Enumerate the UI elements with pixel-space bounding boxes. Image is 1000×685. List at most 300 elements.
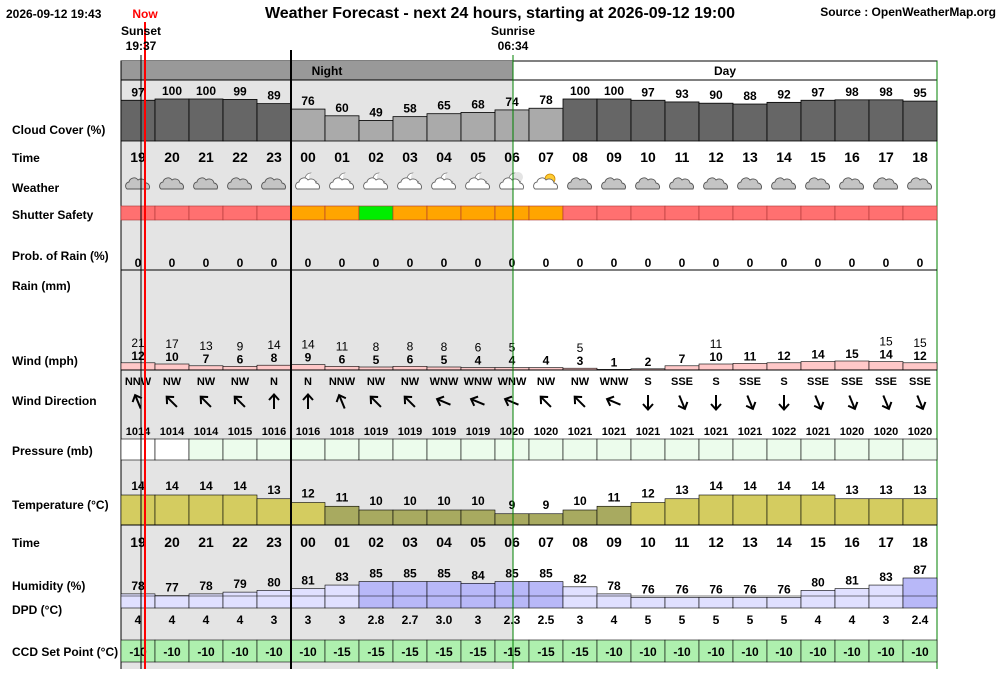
temperature-value: 12 xyxy=(301,486,315,501)
humidity-bar xyxy=(291,589,325,608)
wind-direction-label: NW xyxy=(162,376,182,388)
temperature-bar xyxy=(359,510,393,525)
prob-rain-value: 0 xyxy=(814,256,822,270)
pressure-cell xyxy=(461,439,495,460)
ccd-value: -15 xyxy=(401,645,419,659)
wind-direction-label: NW xyxy=(400,376,420,388)
shutter-safety-cell xyxy=(529,206,563,220)
prob-rain-value: 0 xyxy=(406,256,414,270)
humidity-bar xyxy=(563,587,597,608)
shutter-safety-cell xyxy=(733,206,767,220)
cloud-cover-value: 90 xyxy=(709,88,723,103)
ccd-value: -15 xyxy=(469,645,487,659)
pressure-cell xyxy=(291,439,325,460)
wind-bar xyxy=(155,364,189,370)
dpd-value: 4 xyxy=(814,613,822,627)
shutter-safety-cell xyxy=(665,206,699,220)
wind-direction-label: SSE xyxy=(670,376,694,388)
prob-rain-value: 0 xyxy=(134,256,142,270)
row-label-weather: Weather xyxy=(12,181,60,195)
humidity-value: 83 xyxy=(335,570,349,585)
pressure-value: 1016 xyxy=(261,426,287,438)
sunset-time: 19:37 xyxy=(125,39,157,53)
prob-rain-value: 0 xyxy=(576,256,584,270)
cloud-bar xyxy=(461,112,495,141)
prob-rain-value: 0 xyxy=(474,256,482,270)
dpd-value: 4 xyxy=(168,613,176,627)
wind-bar xyxy=(665,366,699,370)
temperature-value: 11 xyxy=(335,490,349,505)
wind-gust-value: 8 xyxy=(406,339,414,354)
pressure-cell xyxy=(767,439,801,460)
humidity-bar xyxy=(631,597,665,608)
cloud-cover-value: 97 xyxy=(811,85,825,100)
cloud-cover-value: 78 xyxy=(539,93,553,108)
shutter-safety-cell xyxy=(223,206,257,220)
cloud-cover-value: 58 xyxy=(403,101,417,116)
wind-direction-label: NW xyxy=(536,376,556,388)
wind-direction-label: SSE xyxy=(908,376,932,388)
humidity-bar xyxy=(903,578,937,608)
ccd-value: -10 xyxy=(197,645,215,659)
humidity-bar xyxy=(529,582,563,608)
ccd-value: -10 xyxy=(673,645,691,659)
wind-direction-label: S xyxy=(780,376,788,388)
wind-speed-value: 6 xyxy=(236,352,244,367)
temperature-value: 14 xyxy=(777,479,791,493)
wind-bar xyxy=(189,366,223,370)
wind-bar xyxy=(223,366,257,370)
dpd-value: 3 xyxy=(270,613,278,627)
cloud-cover-value: 74 xyxy=(505,94,519,109)
humidity-bar xyxy=(155,596,189,608)
humidity-bar xyxy=(699,597,733,608)
hour-label: 19 xyxy=(130,534,146,550)
shutter-safety-cell xyxy=(767,206,801,220)
wind-speed-value: 10 xyxy=(165,350,179,364)
temperature-bar xyxy=(835,499,869,525)
humidity-bar xyxy=(223,592,257,608)
cloud-cover-value: 100 xyxy=(603,84,625,98)
temperature-bar xyxy=(291,503,325,526)
prob-rain-value: 0 xyxy=(372,256,380,270)
dpd-value: 3.0 xyxy=(435,613,453,627)
prob-rain-value: 0 xyxy=(882,256,890,270)
temperature-value: 10 xyxy=(573,494,587,508)
page-title: Weather Forecast - next 24 hours, starting at 2026-09-12 19:00 xyxy=(264,5,736,22)
humidity-bar xyxy=(495,582,529,608)
humidity-bar xyxy=(427,582,461,608)
pressure-cell xyxy=(359,439,393,460)
humidity-value: 78 xyxy=(131,578,145,593)
pressure-value: 1019 xyxy=(397,426,423,438)
pressure-value: 1021 xyxy=(703,426,729,438)
wind-bar xyxy=(325,366,359,370)
wind-bar xyxy=(291,365,325,370)
pressure-value: 1019 xyxy=(431,426,457,438)
wind-speed-value: 5 xyxy=(372,353,380,367)
humidity-bar xyxy=(767,597,801,608)
wind-speed-value: 4 xyxy=(474,353,482,368)
humidity-value: 79 xyxy=(233,577,247,592)
shutter-safety-cell xyxy=(189,206,223,220)
cloud-cover-value: 100 xyxy=(195,84,217,98)
wind-speed-value: 12 xyxy=(777,348,791,363)
sunrise-label: Sunrise xyxy=(490,24,536,38)
cloud-bar xyxy=(733,104,767,141)
ccd-value: -10 xyxy=(299,645,317,659)
temperature-bar xyxy=(223,495,257,525)
wind-speed-value: 14 xyxy=(879,347,893,362)
wind-direction-label: NW xyxy=(366,376,386,388)
cloud-bar xyxy=(869,100,903,141)
wind-bar xyxy=(869,362,903,370)
ccd-value: -10 xyxy=(265,645,283,659)
wind-gust-value: 14 xyxy=(301,337,315,352)
cloud-bar xyxy=(495,110,529,141)
temperature-value: 14 xyxy=(165,479,179,493)
hour-label: 00 xyxy=(300,149,316,165)
humidity-value: 80 xyxy=(267,575,281,590)
pressure-value: 1014 xyxy=(125,426,151,438)
pressure-value: 1014 xyxy=(193,426,219,438)
wind-direction-label: WNW xyxy=(429,376,459,388)
prob-rain-value: 0 xyxy=(780,256,788,270)
shutter-safety-cell xyxy=(393,206,427,220)
pressure-cell xyxy=(631,439,665,460)
cloud-bar xyxy=(393,117,427,141)
wind-direction-label: NNW xyxy=(124,376,152,388)
wind-gust-value: 13 xyxy=(199,338,213,353)
temperature-value: 14 xyxy=(811,479,825,493)
wind-bar xyxy=(733,363,767,370)
humidity-value: 76 xyxy=(777,582,791,597)
temperature-bar xyxy=(189,495,223,525)
hour-label: 17 xyxy=(878,534,894,550)
humidity-value: 80 xyxy=(811,575,825,590)
temperature-bar xyxy=(257,499,291,525)
humidity-value: 85 xyxy=(403,566,417,581)
cloud-cover-value: 49 xyxy=(369,105,383,120)
row-label-prob-rain: Prob. of Rain (%) xyxy=(12,249,109,263)
cloud-cover-value: 100 xyxy=(161,84,183,98)
pressure-cell xyxy=(121,439,155,460)
cloud-cover-value: 98 xyxy=(845,84,859,99)
temperature-bar xyxy=(699,495,733,525)
hour-label: 23 xyxy=(266,149,282,165)
temperature-bar xyxy=(529,514,563,525)
wind-gust-value: 8 xyxy=(440,340,448,354)
ccd-value: -10 xyxy=(877,645,895,659)
humidity-value: 87 xyxy=(913,563,927,577)
ccd-value: -10 xyxy=(809,645,827,659)
temperature-value: 13 xyxy=(675,482,689,497)
shutter-safety-cell xyxy=(631,206,665,220)
temperature-bar xyxy=(631,503,665,526)
ccd-value: -15 xyxy=(367,645,385,659)
shutter-safety-cell xyxy=(563,206,597,220)
wind-direction-label: SSE xyxy=(738,376,762,388)
hour-label: 22 xyxy=(232,149,248,165)
wind-direction-label: NW xyxy=(230,376,250,388)
ccd-value: -10 xyxy=(741,645,759,659)
ccd-value: -10 xyxy=(707,645,725,659)
pressure-cell xyxy=(495,439,529,460)
humidity-bar xyxy=(393,582,427,608)
prob-rain-value: 0 xyxy=(304,256,312,270)
pressure-cell xyxy=(835,439,869,460)
hour-label: 11 xyxy=(674,149,690,165)
ccd-value: -10 xyxy=(231,645,249,659)
wind-speed-value: 12 xyxy=(913,348,927,363)
dpd-value: 2.4 xyxy=(911,613,929,627)
cloud-cover-value: 97 xyxy=(131,85,145,100)
hour-label: 09 xyxy=(606,534,622,550)
pressure-cell xyxy=(529,439,563,460)
temperature-bar xyxy=(325,506,359,525)
humidity-bar xyxy=(801,590,835,608)
pressure-cell xyxy=(155,439,189,460)
ccd-value: -15 xyxy=(537,645,555,659)
temperature-value: 13 xyxy=(267,482,281,497)
row-label-pressure: Pressure (mb) xyxy=(12,444,93,458)
humidity-value: 78 xyxy=(199,578,213,593)
wind-direction-label: SSE xyxy=(840,376,864,388)
temperature-bar xyxy=(121,495,155,525)
pressure-value: 1022 xyxy=(771,426,797,438)
pressure-value: 1020 xyxy=(873,426,899,438)
temperature-value: 13 xyxy=(879,482,893,497)
row-label-wind: Wind (mph) xyxy=(12,354,78,368)
hour-label: 02 xyxy=(368,534,384,550)
ccd-value: -10 xyxy=(911,645,929,659)
humidity-bar xyxy=(665,597,699,608)
cloud-bar xyxy=(223,99,257,141)
shutter-safety-cell xyxy=(495,206,529,220)
pressure-value: 1021 xyxy=(601,426,627,438)
hour-label: 15 xyxy=(810,149,826,165)
humidity-value: 82 xyxy=(573,571,587,586)
dpd-value: 5 xyxy=(678,613,686,627)
dpd-value: 2.5 xyxy=(537,613,555,627)
hour-label: 06 xyxy=(504,149,520,165)
temperature-value: 9 xyxy=(542,497,550,512)
wind-gust-value: 8 xyxy=(372,340,380,354)
humidity-value: 81 xyxy=(301,573,315,588)
wind-gust-value: 17 xyxy=(165,337,179,351)
pressure-value: 1020 xyxy=(839,426,865,438)
ccd-value: -10 xyxy=(775,645,793,659)
dpd-value: 3 xyxy=(338,613,346,627)
pressure-cell xyxy=(733,439,767,460)
humidity-value: 76 xyxy=(709,582,723,597)
prob-rain-value: 0 xyxy=(168,256,176,270)
temperature-value: 10 xyxy=(437,494,451,508)
temperature-bar xyxy=(869,499,903,525)
prob-rain-value: 0 xyxy=(644,256,652,270)
hour-label: 08 xyxy=(572,149,588,165)
dpd-value: 4 xyxy=(610,613,618,627)
hour-label: 20 xyxy=(164,149,180,165)
dpd-value: 5 xyxy=(780,613,788,627)
pressure-cell xyxy=(903,439,937,460)
pressure-cell xyxy=(665,439,699,460)
temperature-bar xyxy=(495,514,529,525)
pressure-value: 1019 xyxy=(363,426,389,438)
wind-speed-value: 12 xyxy=(131,348,145,363)
pressure-value: 1021 xyxy=(669,426,695,438)
pressure-cell xyxy=(801,439,835,460)
row-label-time-top: Time xyxy=(12,151,40,165)
prob-rain-value: 0 xyxy=(610,256,618,270)
hour-label: 13 xyxy=(742,149,758,165)
row-label-humidity: Humidity (%) xyxy=(12,579,86,593)
row-label-temperature: Temperature (°C) xyxy=(12,498,109,512)
now-label: Now xyxy=(132,7,158,21)
pressure-value: 1021 xyxy=(635,426,661,438)
hour-label: 11 xyxy=(674,534,690,550)
wind-bar xyxy=(257,365,291,370)
pressure-value: 1021 xyxy=(805,426,831,438)
humidity-bar xyxy=(461,583,495,608)
wind-speed-value: 10 xyxy=(709,350,723,364)
wind-gust-value: 15 xyxy=(913,335,927,350)
wind-direction-label: NW xyxy=(196,376,216,388)
temperature-bar xyxy=(155,495,189,525)
temperature-bar xyxy=(427,510,461,525)
cloud-bar xyxy=(529,108,563,141)
hour-label: 01 xyxy=(334,149,350,165)
cloud-bar xyxy=(767,102,801,141)
humidity-value: 78 xyxy=(607,578,621,593)
prob-rain-value: 0 xyxy=(916,256,924,270)
cloud-bar xyxy=(597,99,631,141)
row-label-wind-direction: Wind Direction xyxy=(12,394,97,408)
pressure-value: 1015 xyxy=(227,426,253,438)
hour-label: 10 xyxy=(640,534,656,550)
cloud-cover-value: 95 xyxy=(913,86,927,101)
prob-rain-value: 0 xyxy=(712,256,720,270)
shutter-safety-cell xyxy=(903,206,937,220)
shutter-safety-cell xyxy=(461,206,495,220)
humidity-value: 77 xyxy=(165,580,179,595)
temperature-bar xyxy=(461,510,495,525)
wind-speed-value: 15 xyxy=(845,347,859,361)
dpd-value: 2.3 xyxy=(503,613,521,627)
dpd-value: 3 xyxy=(304,613,312,627)
humidity-bar xyxy=(325,585,359,608)
wind-gust-value: 5 xyxy=(576,341,584,356)
wind-bar xyxy=(903,363,937,370)
pressure-value: 1021 xyxy=(737,426,763,438)
prob-rain-value: 0 xyxy=(746,256,754,270)
wind-direction-label: S xyxy=(712,376,720,388)
cloud-cover-value: 97 xyxy=(641,85,655,100)
hour-label: 08 xyxy=(572,534,588,550)
hour-label: 02 xyxy=(368,149,384,165)
wind-direction-label: WNW xyxy=(497,376,527,388)
hour-label: 06 xyxy=(504,534,520,550)
dpd-value: 4 xyxy=(202,613,210,627)
cloud-cover-value: 98 xyxy=(879,84,893,99)
wind-speed-value: 14 xyxy=(811,347,825,362)
prob-rain-value: 0 xyxy=(508,256,516,270)
shutter-safety-cell xyxy=(291,206,325,220)
prob-rain-value: 0 xyxy=(236,256,244,270)
temperature-bar xyxy=(767,495,801,525)
shutter-safety-cell xyxy=(699,206,733,220)
shutter-safety-cell xyxy=(359,206,393,220)
cloud-bar xyxy=(359,120,393,141)
wind-direction-label: NW xyxy=(570,376,590,388)
cloud-cover-value: 60 xyxy=(335,100,349,115)
hour-label: 20 xyxy=(164,534,180,550)
prob-rain-value: 0 xyxy=(678,256,686,270)
row-label-time-bottom: Time xyxy=(12,536,40,550)
pressure-value: 1014 xyxy=(159,426,185,438)
wind-speed-value: 7 xyxy=(202,351,210,366)
prob-rain-value: 0 xyxy=(848,256,856,270)
pressure-value: 1018 xyxy=(329,426,355,438)
hour-label: 14 xyxy=(776,534,792,550)
hour-label: 16 xyxy=(844,149,860,165)
wind-bar xyxy=(835,361,869,370)
sunrise-time: 06:34 xyxy=(497,39,529,53)
shutter-safety-cell xyxy=(835,206,869,220)
cloud-bar xyxy=(801,100,835,141)
temperature-value: 14 xyxy=(743,479,757,493)
hour-label: 03 xyxy=(402,534,418,550)
dpd-value: 3 xyxy=(882,613,890,627)
wind-bar xyxy=(801,362,835,370)
cloud-bar xyxy=(121,100,155,141)
cloud-cover-value: 88 xyxy=(743,89,757,104)
humidity-value: 76 xyxy=(641,582,655,597)
wind-speed-value: 8 xyxy=(270,351,278,366)
hour-label: 07 xyxy=(538,149,554,165)
hour-label: 00 xyxy=(300,534,316,550)
wind-speed-value: 6 xyxy=(406,352,414,367)
dpd-value: 3 xyxy=(576,613,584,627)
pressure-cell xyxy=(223,439,257,460)
shutter-safety-cell xyxy=(257,206,291,220)
pressure-cell xyxy=(257,439,291,460)
cloud-bar xyxy=(427,114,461,141)
night-label: Night xyxy=(311,64,343,78)
pressure-cell xyxy=(597,439,631,460)
wind-gust-value: 11 xyxy=(335,339,349,354)
row-label-ccd: CCD Set Point (°C) xyxy=(12,645,119,659)
pressure-cell xyxy=(189,439,223,460)
dpd-value: 5 xyxy=(644,613,652,627)
wind-gust-value: 21 xyxy=(131,335,145,350)
ccd-value: -15 xyxy=(333,645,351,659)
humidity-value: 85 xyxy=(369,566,383,581)
wind-bar xyxy=(699,364,733,370)
wind-direction-label: WNW xyxy=(599,376,629,388)
hour-label: 21 xyxy=(198,534,214,550)
night-shading xyxy=(121,80,513,669)
hour-label: 14 xyxy=(776,149,792,165)
temperature-bar xyxy=(903,499,937,525)
day-label: Day xyxy=(713,64,737,78)
pressure-value: 1020 xyxy=(533,426,559,438)
cloud-bar xyxy=(903,101,937,141)
cloud-bar xyxy=(189,99,223,141)
temperature-bar xyxy=(393,510,427,525)
cloud-bar xyxy=(155,99,189,141)
pressure-value: 1016 xyxy=(295,426,321,438)
